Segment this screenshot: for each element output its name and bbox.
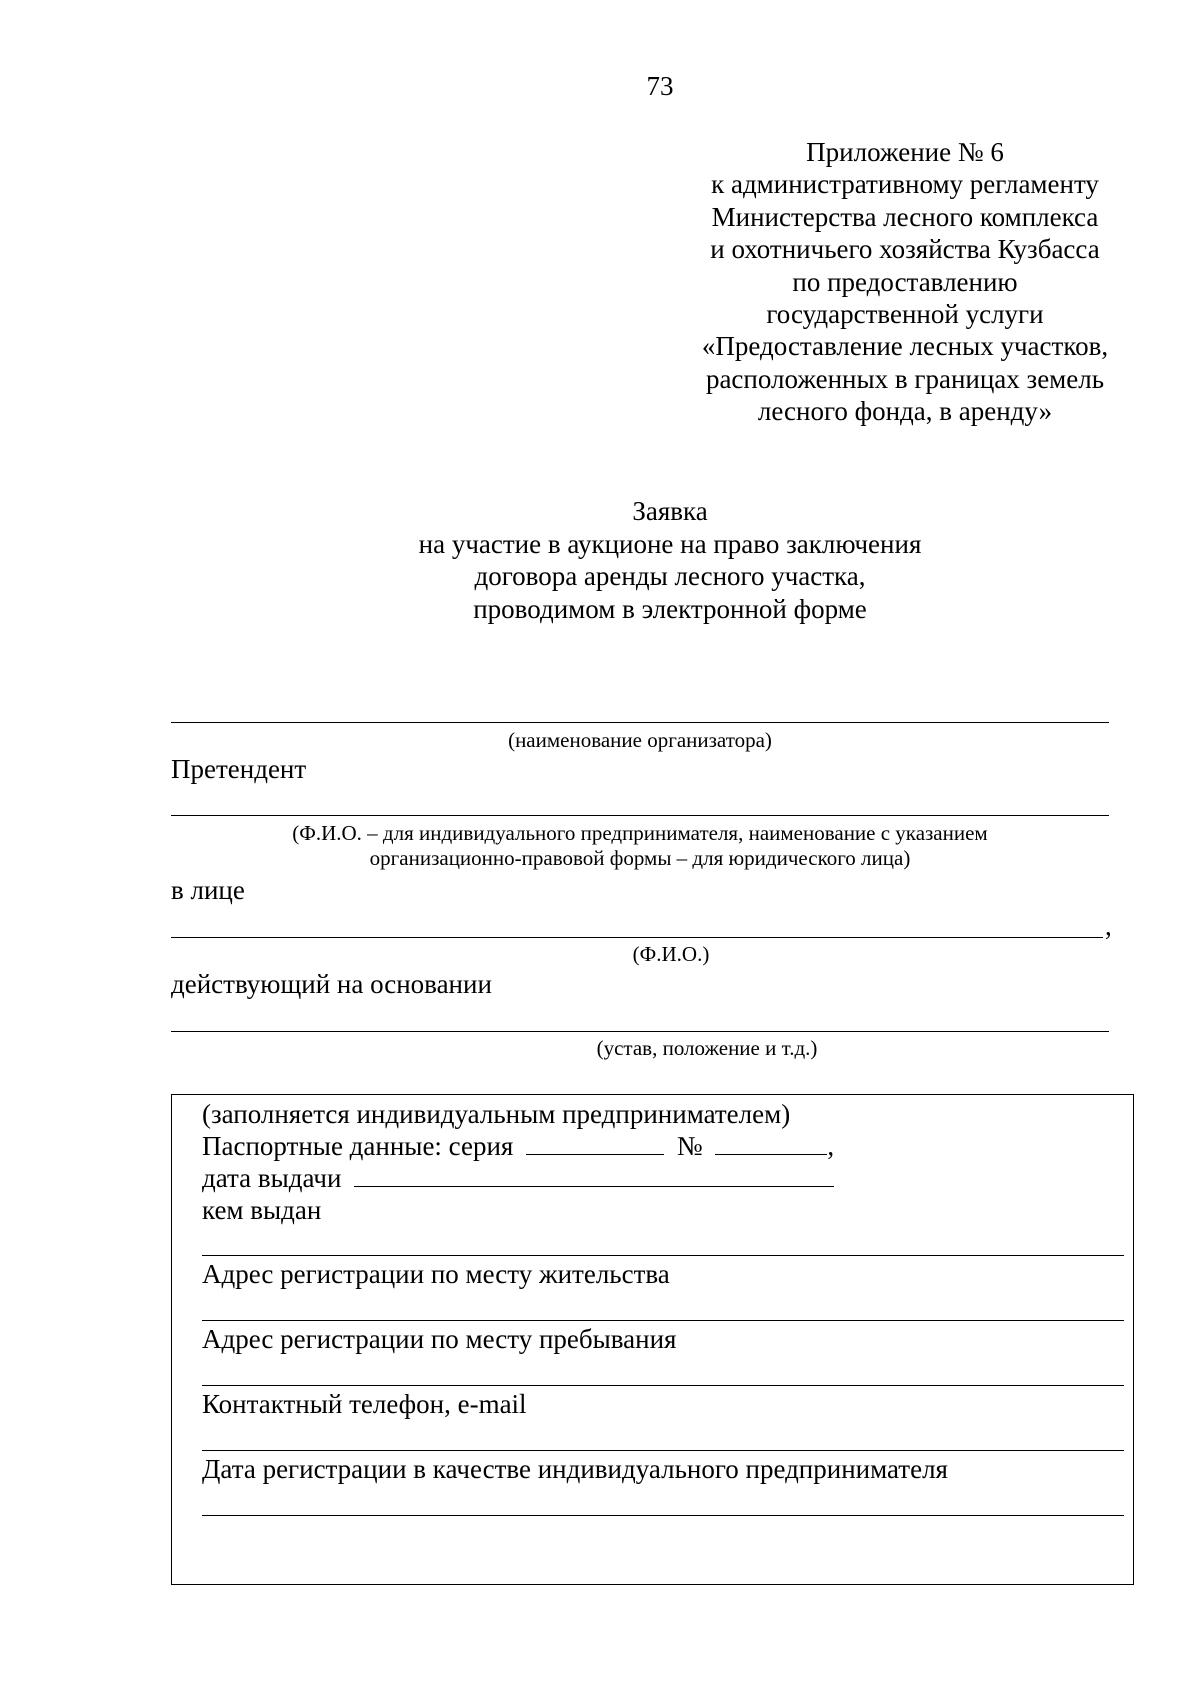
represented-by-label: в лице	[171, 875, 245, 905]
residence-address-field-line[interactable]	[202, 1320, 1124, 1321]
trailing-comma: ,	[1105, 911, 1112, 941]
issued-by-field-line[interactable]	[202, 1255, 1124, 1256]
representative-field-line[interactable]	[171, 937, 1103, 938]
appendix-line: государственной услуги	[766, 299, 1044, 330]
document-title	[380, 495, 960, 625]
title-line: Заявка	[632, 496, 708, 526]
appendix-line: по предоставлению	[792, 266, 1018, 297]
applicant-hint-line2: организационно-правовой формы – для юридического лица)	[369, 846, 911, 870]
basis-label: действующий на основании	[171, 969, 492, 999]
number-sign: №	[676, 1131, 703, 1161]
passport-series-field[interactable]	[526, 1132, 664, 1155]
issue-date-row	[202, 1162, 834, 1194]
passport-row	[202, 1130, 834, 1162]
fio-hint: (Ф.И.О.)	[632, 942, 710, 966]
organizer-hint: (наименование организатора)	[508, 728, 772, 752]
issue-date-field[interactable]	[354, 1164, 834, 1187]
appendix-line: Министерства лесного комплекса	[711, 201, 1099, 232]
appendix-line: Приложение № 6	[806, 137, 1004, 167]
passport-label: Паспортные данные: серия	[202, 1131, 514, 1161]
ip-registration-label: Дата регистрации в качестве индивидуального предпринимателя	[202, 1454, 948, 1484]
appendix-line: к административному регламенту	[711, 169, 1099, 200]
appendix-line: расположенных в границах земель	[705, 363, 1105, 394]
appendix-line: и охотничьего хозяйства Кузбасса	[710, 234, 1100, 265]
contact-field-line[interactable]	[202, 1450, 1124, 1451]
title-line: проводимом в электронной форме	[473, 593, 867, 624]
applicant-field-line[interactable]	[171, 815, 1109, 816]
ip-registration-field-line[interactable]	[202, 1515, 1124, 1516]
page-number: 73	[646, 71, 674, 101]
residence-address-label: Адрес регистрации по месту жительства	[202, 1259, 670, 1289]
appendix-header	[680, 136, 1130, 428]
passport-comma: ,	[827, 1131, 835, 1161]
stay-address-label: Адрес регистрации по месту пребывания	[202, 1324, 677, 1354]
appendix-line: «Предоставление лесных участков,	[701, 331, 1109, 362]
title-line: на участие в аукционе на право заключения	[418, 528, 922, 559]
basis-hint: (устав, положение и т.д.)	[596, 1036, 818, 1060]
applicant-hint-line1: (Ф.И.О. – для индивидуального предпринимателя, наименование с указанием	[292, 821, 988, 845]
organizer-field-line[interactable]	[171, 722, 1109, 723]
appendix-line: лесного фонда, в аренду»	[757, 396, 1053, 427]
stay-address-field-line[interactable]	[202, 1385, 1124, 1386]
title-line: договора аренды лесного участка,	[474, 561, 866, 591]
basis-field-line[interactable]	[171, 1031, 1109, 1032]
applicant-label: Претендент	[171, 754, 307, 784]
passport-number-field[interactable]	[715, 1132, 827, 1155]
issue-date-label: дата выдачи	[202, 1163, 342, 1193]
ip-box-note: (заполняется индивидуальным предпринимателем)	[202, 1099, 791, 1129]
issued-by-label: кем выдан	[202, 1195, 322, 1225]
contact-label: Контактный телефон, e-mail	[202, 1389, 527, 1419]
